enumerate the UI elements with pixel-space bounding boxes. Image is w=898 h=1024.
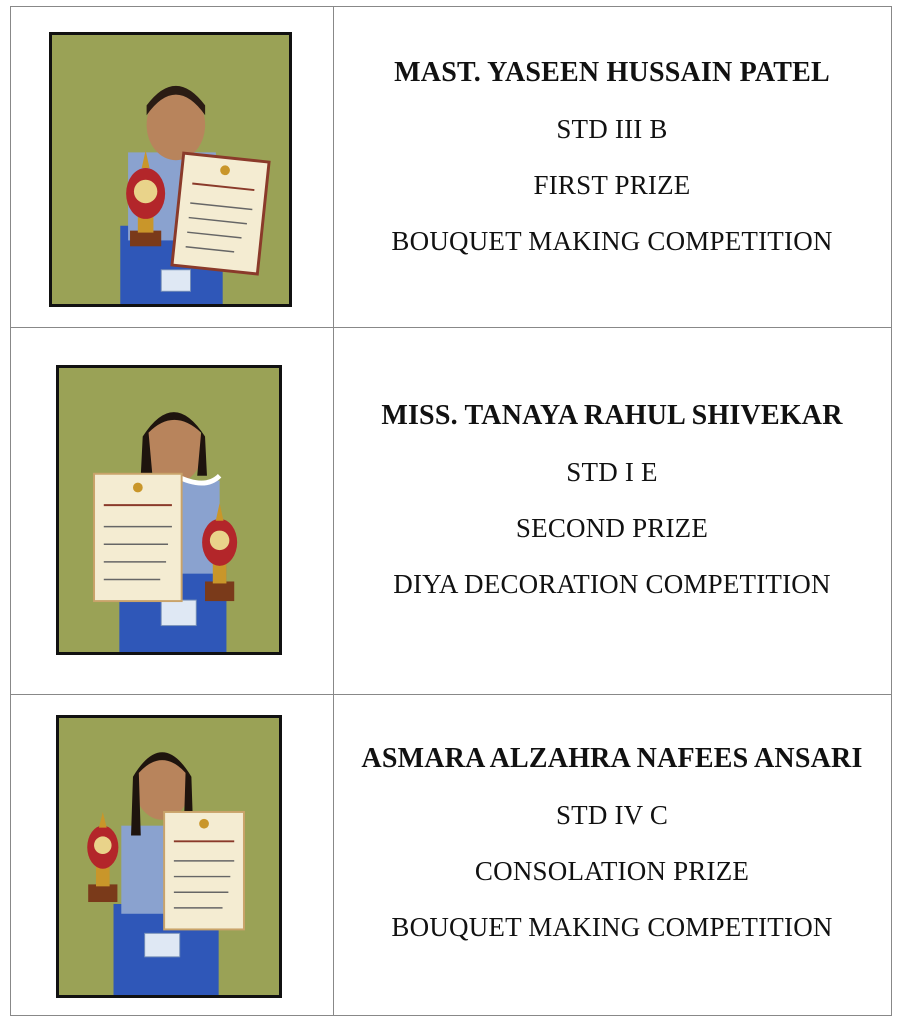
award-row <box>10 6 892 328</box>
prize-title: CONSOLATION PRIZE <box>474 856 750 886</box>
award-details <box>333 695 891 1015</box>
student-name: MAST. YASEEN HUSSAIN PATEL <box>394 57 830 88</box>
photo-cell <box>11 328 334 694</box>
prize-title: SECOND PRIZE <box>515 513 709 543</box>
award-row <box>10 328 892 695</box>
student-photo <box>56 715 282 998</box>
student-class: STD III B <box>556 114 668 144</box>
photo-cell <box>11 695 334 1015</box>
student-name: MISS. TANAYA RAHUL SHIVEKAR <box>381 400 843 431</box>
award-details <box>333 328 891 694</box>
award-details <box>333 7 891 327</box>
student-photo <box>49 32 292 307</box>
student-class: STD IV C <box>555 800 669 830</box>
student-photo <box>56 365 282 655</box>
prize-title: FIRST PRIZE <box>533 170 691 200</box>
photo-cell <box>11 7 334 327</box>
student-class: STD I E <box>566 457 658 487</box>
student-name: ASMARA ALZAHRA NAFEES ANSARI <box>361 743 863 774</box>
competition-name: DIYA DECORATION COMPETITION <box>393 569 831 599</box>
competition-name: BOUQUET MAKING COMPETITION <box>391 226 833 256</box>
awards-table <box>10 6 892 1016</box>
competition-name: BOUQUET MAKING COMPETITION <box>391 912 833 942</box>
award-row <box>10 695 892 1016</box>
